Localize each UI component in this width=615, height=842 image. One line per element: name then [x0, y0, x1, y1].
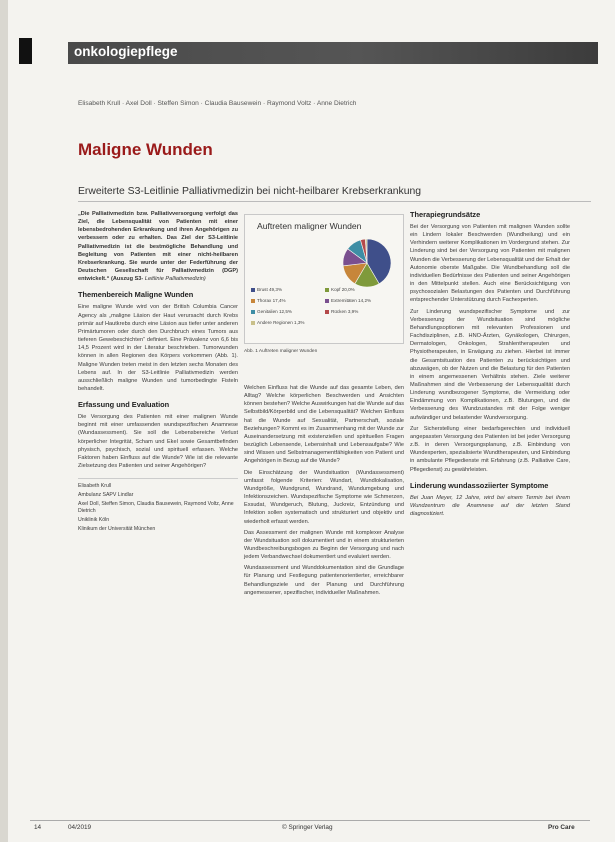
middle-paragraph: Welchen Einfluss hat die Wunde auf das gesamte Leben, den Alltag? Welche körperlichen Beschwerden und Ansichten können bestehen? Welche Auswirkungen hat die Wunde auf das Selbstbild/Körperbild und die Lebensqualität? Welchen Einfluss hat die Wunde auf Sexualität, Partnerschaft, soziale Beziehungen? Kommt es im Zusammenhang mit der Wunde zur Auseinandersetzung mit existenziellen und spirituellen Fragen bezüglich Lebensende, Lebensinhalt und Lebensaufgabe? Wie sind Wissen und Selbstmanagementfähigkeiten von Patient und Angehörigen in Bezug auf die Wunde? — [244, 385, 404, 465]
legend-item — [251, 320, 305, 325]
legend-label: Brust 49,3% — [257, 287, 283, 292]
note-item: Axel Doll, Steffen Simon, Claudia Bausewein, Raymond Voltz, Anne Dietrich — [78, 501, 234, 515]
pie-chart — [245, 233, 403, 303]
legend-swatch — [251, 310, 255, 314]
note-item: Ambulanz SAPV Lindlar — [78, 492, 134, 499]
legend-label: Kopf 20,0% — [331, 287, 355, 292]
middle-paragraph: Das Assessment der malignen Wunde mit komplexer Analyse der Wundsituation soll dokumentiert und in einem strukturierten Wundbeschreibungsbogen zu Beginn der Versorgung und nach jedem Verbandwechsel dokumentiert und evaluiert werden. — [244, 529, 404, 561]
section-heading-maligne-wunden: Themenbereich Maligne Wunden — [78, 290, 194, 300]
legend-item — [325, 298, 371, 303]
author-line: Elisabeth Krull · Axel Doll · Steffen Simon · Claudia Bausewein · Raymond Voltz · Anne Dietrich — [78, 100, 357, 107]
page-spine-shadow — [0, 0, 8, 842]
legend-swatch — [325, 288, 329, 292]
legend-swatch — [325, 310, 329, 314]
author-notes — [78, 478, 238, 533]
legend-item — [325, 309, 358, 314]
page-number: 14 — [34, 824, 42, 831]
therapy-paragraph: Zur Linderung wundspezifischer Symptome und zur Verbesserung der Wundsituation sind mögliche Behandlungsoptionen mit relevanten Professionen und Fachdisziplinen, z.B. HNO-Ärzten, Gynäkologen, Chirurgen, Dermatologen, Onkologen, Strahlentherapeuten und Physiotherapeuten, in Erwägung zu ziehen. Hierbei ist immer die Gesamtsituation des Patienten zu berücksichtigen und abzuwägen, ob der Nutzen und die Belastung für den Patienten in einem angemessenen Verhältnis stehen. Ziele weiterer Maßnahmen sind die Verbesserung der Lebensqualität durch Linderung wundbezogener Symptome, die Vermeidung oder Eindämmung von Komplikationen, z.B. Blutungen, und die Verbesserung des Wundzustandes mit der Folge weniger aufwändiger und belastender Wundversorgung. — [410, 308, 570, 421]
middle-paragraph: Wundassessment und Wunddokumentation sind die Grundlage für Planung und Festlegung patientenorientierter, erreichbarer Behandlungsziele und der Planung und Durchführung angemessener, spezifischer, individueller Maßnahmen. — [244, 565, 404, 596]
note-item: Elisabeth Krull — [78, 483, 112, 490]
section-heading-erfassung: Erfassung und Evaluation — [78, 400, 170, 410]
legend-item — [251, 287, 282, 292]
legend-item — [251, 309, 292, 314]
legend-swatch — [251, 321, 255, 325]
journal-name: Pro Care — [548, 824, 575, 831]
legend-label: Rücken 3,9% — [331, 309, 359, 314]
chart-title: Auftreten maligner Wunden — [257, 221, 362, 231]
left-column — [78, 210, 238, 535]
right-column — [410, 210, 570, 521]
legend-swatch — [251, 299, 255, 303]
pie-chart-box — [244, 214, 404, 344]
intro-source: Leitlinie Palliativmedizin) — [144, 276, 206, 283]
therapy-paragraph: Zur Sicherstellung einer bedarfsgerechten und individuell angepassten Versorgung des Patienten ist bei jeder Versorgung z.B. in deren Versorgungsplanung, z.B. Einbindung von Wundexperten, spezialisierte Wundtherapeuten, und Einbindung in ambulante Pflegedienste mit Erfahrung (z.B. Palliative Care, Pflegedienst) zu gewährleisten. — [410, 425, 570, 473]
middle-paragraph: Die Einschätzung der Wundsituation (Wundassessment) umfasst folgende Kriterien: Wundart, Wundlokalisation, Wundgröße, Wundgrund, Wundrand, Wundumgebung und Infektionszeichen. Wundspezifische Symptome wie Schmerzen, Exsudat, Wundgeruch, Blutung, Juckreiz, Entzündung und Infektion sollen systematisch und strukturiert und objektiv und wiederholt erfasst werden. — [244, 469, 404, 525]
section-label: onkologiepflege — [74, 44, 178, 59]
middle-column — [244, 384, 404, 600]
legend-label: Extremitäten 14,2% — [331, 298, 372, 303]
legend-item — [251, 298, 286, 303]
publisher-label: © Springer Verlag — [282, 824, 333, 831]
article-subtitle: Erweiterte S3-Leitlinie Palliativmedizin bei nicht-heilbarer Krebserkrankung — [78, 186, 422, 197]
section-heading-linderung: Linderung wundassoziierter Symptome — [410, 480, 549, 490]
corner-marker — [19, 38, 32, 64]
section-heading-therapiegrundsaetze: Therapiegrundsätze — [410, 210, 481, 219]
note-item: Klinikum der Universität München — [78, 526, 156, 533]
legend-swatch — [251, 288, 255, 292]
therapy-paragraph: Bei der Versorgung von Patienten mit malignen Wunden sollte ein Lindern lokaler Beschwerden (Wundheilung) und ein Verhindern weiterer Komplikationen im Vordergrund stehen. Zur Linderung sind bei der Versorgung von Patienten mit malignen Wunden die Verbesserung der Lebensqualität und der Erhalt der Autonomie oberste Maßgabe. Die Wundbehandlung soll die individuellen Bedürfnisse des Patienten und seiner Angehörigen in den Mittelpunkt stellen. Auch eine Berücksichtigung von psychosozialen Belastungen des Patienten und Durchführung entsprechender Unterstützung durch Fachexperten. — [410, 224, 570, 304]
section-text-erfassung: Die Versorgung des Patienten mit einer malignen Wunde beginnt mit einer umfassenden wundspezifischen Anamnese (Wundassessment). Sie soll die Lebensbereiche Verlust körperlicher Integrität, Scham und Ekel sowie Gesamtbefinden physisch, psychisch, sozial und spirituell erfassen. Welche Faktoren haben Einfluss auf die Wunde? Wie ist die relevante Zielsetzung des Patienten und seiner Angehörigen? — [78, 414, 238, 470]
subtitle-rule — [78, 201, 591, 202]
legend-label: Thorax 17,4% — [257, 298, 286, 303]
intro-paragraph — [78, 210, 238, 283]
section-text-maligne-wunden: Eine maligne Wunde wird von der British Columbia Cancer Agency als „maligne Läsion der Haut verursacht durch Krebs primär auf Hautkrebs durch eine Läsion aus tiefer unter anderen Primärtumoren oder durch den Durchbruch eines Tumors aus tieferen Gewebeschichten“ definiert. Eine Prävalenz von 6,6 bis 14,5 Prozent wird in der Literatur beschrieben. Tumorwunden können in allen Regionen des Körpers vorkommen (Abb. 1). Maligne Wunden treten meist in den letzten sechs Monaten des Lebens auf. In der S3-Leitlinie Palliativmedizin werden ausschließlich maligne Wunden und tumorbedingte Fisteln behandelt. — [78, 304, 238, 392]
intro-text: „Die Palliativmedizin bzw. Palliativversorgung verfolgt das Ziel, die Lebensqualität von Patienten mit einer lebensbedrohenden Erkrankung und ihren Angehörigen zu verbessern oder zu erhalten. Das Ziel der S3-Leitlinie Palliativmedizin ist die bestmögliche Behandlung und Begleitung von Patienten mit einer nicht-heilbaren Krebserkrankung. Sie wurde unter der Federführung der Deutschen Gesellschaft für Palliativmedizin (DGP) entwickelt.“ (Auszug S3- — [78, 211, 238, 283]
legend-item — [325, 287, 355, 292]
linderung-paragraph: Bei Juan Meyer, 12 Jahre, wird bei einem Termin bei ihrem Wundzentrum die Anamnese auf der letzten Stand diagnostiziert. — [410, 494, 570, 517]
section-header-bar — [68, 42, 598, 64]
footer-rule — [30, 820, 590, 821]
legend-swatch — [325, 299, 329, 303]
legend-label: Genitalien 12,5% — [257, 309, 292, 314]
note-item: Uniklinik Köln — [78, 517, 110, 524]
issue-label: 04/2019 — [68, 824, 92, 831]
legend-label: Andere Regionen 1,3% — [257, 320, 305, 325]
article-title: Maligne Wunden — [78, 140, 213, 159]
figure-caption: Abb. 1 Auftreten maligner Wunden — [244, 349, 318, 354]
